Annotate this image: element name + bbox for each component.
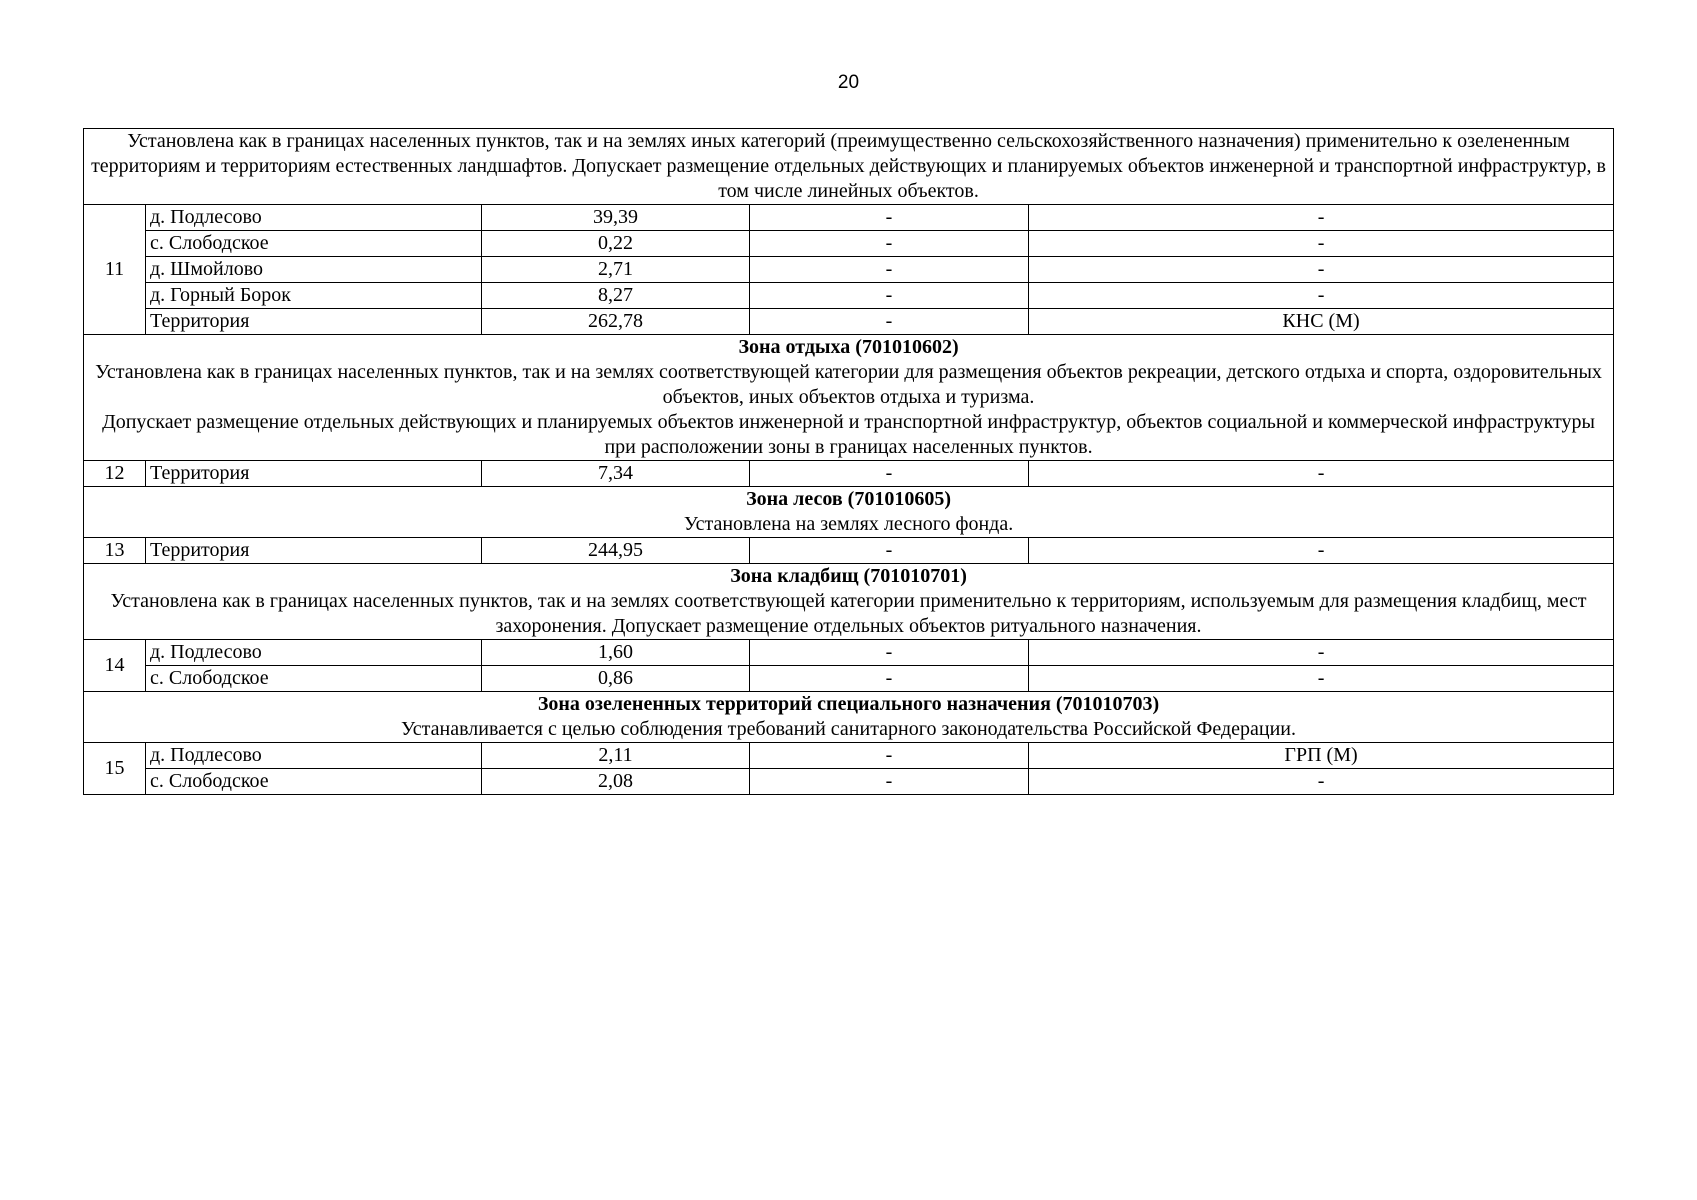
area-value: 2,71 — [482, 257, 750, 283]
area-value: 8,27 — [482, 283, 750, 309]
settlement-name: Территория — [146, 461, 482, 487]
area-value: 2,11 — [482, 743, 750, 769]
settlement-name: Территория — [146, 309, 482, 335]
area-value: 262,78 — [482, 309, 750, 335]
table-row — [84, 283, 1614, 309]
column-4-value: - — [750, 461, 1029, 487]
facility-value: - — [1029, 769, 1614, 795]
zone-description: Допускает размещение отдельных действующих и планируемых объектов инженерной и транспортной инфраструктур, объектов социальной и коммерческой инфраструктуры при расположении зоны в границах населенных пунктов. — [102, 411, 1595, 458]
table-row — [84, 640, 1614, 666]
facility-value: ГРП (М) — [1029, 743, 1614, 769]
table-row — [84, 538, 1614, 564]
column-4-value: - — [750, 257, 1029, 283]
column-4-value: - — [750, 538, 1029, 564]
column-4-value: - — [750, 769, 1029, 795]
settlement-name: д. Горный Борок — [146, 283, 482, 309]
column-4-value: - — [750, 205, 1029, 231]
facility-value: - — [1029, 538, 1614, 564]
row-number: 15 — [84, 743, 146, 795]
zone-header-row — [84, 692, 1614, 743]
zone-header-cell — [84, 487, 1614, 538]
row-number: 12 — [84, 461, 146, 487]
table-row — [84, 743, 1614, 769]
table-row — [84, 309, 1614, 335]
facility-value: - — [1029, 461, 1614, 487]
settlement-name: с. Слободское — [146, 231, 482, 257]
table-row — [84, 205, 1614, 231]
settlement-name: д. Подлесово — [146, 640, 482, 666]
zone-header-row — [84, 129, 1614, 205]
zone-header-cell — [84, 564, 1614, 640]
zone-header-cell — [84, 692, 1614, 743]
area-value: 0,22 — [482, 231, 750, 257]
facility-value: - — [1029, 283, 1614, 309]
zone-description: Установлена как в границах населенных пунктов, так и на землях соответствующей категории для размещения объектов рекреации, детского отдыха и спорта, оздоровительных объектов, иных объектов отдыха и туризма. — [95, 361, 1602, 408]
area-value: 2,08 — [482, 769, 750, 795]
area-value: 244,95 — [482, 538, 750, 564]
zone-header-cell — [84, 335, 1614, 461]
settlement-name: Территория — [146, 538, 482, 564]
facility-value: КНС (М) — [1029, 309, 1614, 335]
zone-title: Зона озелененных территорий специального назначения (701010703) — [537, 693, 1160, 715]
zone-title: Зона отдыха (701010602) — [738, 336, 959, 358]
table-row — [84, 666, 1614, 692]
settlement-name: д. Подлесово — [146, 205, 482, 231]
settlement-name: д. Шмойлово — [146, 257, 482, 283]
area-value: 7,34 — [482, 461, 750, 487]
table-row — [84, 769, 1614, 795]
row-number: 11 — [84, 205, 146, 335]
settlement-name: с. Слободское — [146, 769, 482, 795]
zone-header-row — [84, 564, 1614, 640]
area-value: 1,60 — [482, 640, 750, 666]
zone-header-row — [84, 487, 1614, 538]
zone-description: Установлена как в границах населенных пунктов, так и на землях соответствующей категории применительно к территориям, используемым для размещения кладбищ, мест захоронения. Допускает размещение отдельных объектов ритуального назначения. — [110, 590, 1587, 637]
zones-table — [83, 128, 1614, 795]
table-row — [84, 231, 1614, 257]
page-number: 20 — [837, 72, 860, 93]
settlement-name: с. Слободское — [146, 666, 482, 692]
facility-value: - — [1029, 640, 1614, 666]
zone-description: Установлена как в границах населенных пунктов, так и на землях иных категорий (преимущественно сельскохозяйственного назначения) применительно к озелененным территориям и территориям естественных ландшафтов. Допускает размещение отдельных действующих и планируемых объектов инженерной и транспортной инфраструктур, в том числе линейных объектов. — [91, 130, 1606, 202]
facility-value: - — [1029, 205, 1614, 231]
column-4-value: - — [750, 640, 1029, 666]
row-number: 13 — [84, 538, 146, 564]
zone-description: Устанавливается с целью соблюдения требований санитарного законодательства Российской Федерации. — [401, 718, 1297, 740]
column-4-value: - — [750, 743, 1029, 769]
zone-title: Зона кладбищ (701010701) — [730, 565, 967, 587]
column-4-value: - — [750, 231, 1029, 257]
column-4-value: - — [750, 283, 1029, 309]
facility-value: - — [1029, 257, 1614, 283]
area-value: 39,39 — [482, 205, 750, 231]
zone-description: Установлена на землях лесного фонда. — [683, 513, 1014, 535]
zones-table-body — [84, 129, 1614, 795]
row-number: 14 — [84, 640, 146, 692]
table-row — [84, 257, 1614, 283]
table-row — [84, 461, 1614, 487]
column-4-value: - — [750, 309, 1029, 335]
zone-title: Зона лесов (701010605) — [746, 488, 951, 510]
column-4-value: - — [750, 666, 1029, 692]
settlement-name: д. Подлесово — [146, 743, 482, 769]
area-value: 0,86 — [482, 666, 750, 692]
zone-header-cell — [84, 129, 1614, 205]
zone-header-row — [84, 335, 1614, 461]
facility-value: - — [1029, 231, 1614, 257]
facility-value: - — [1029, 666, 1614, 692]
